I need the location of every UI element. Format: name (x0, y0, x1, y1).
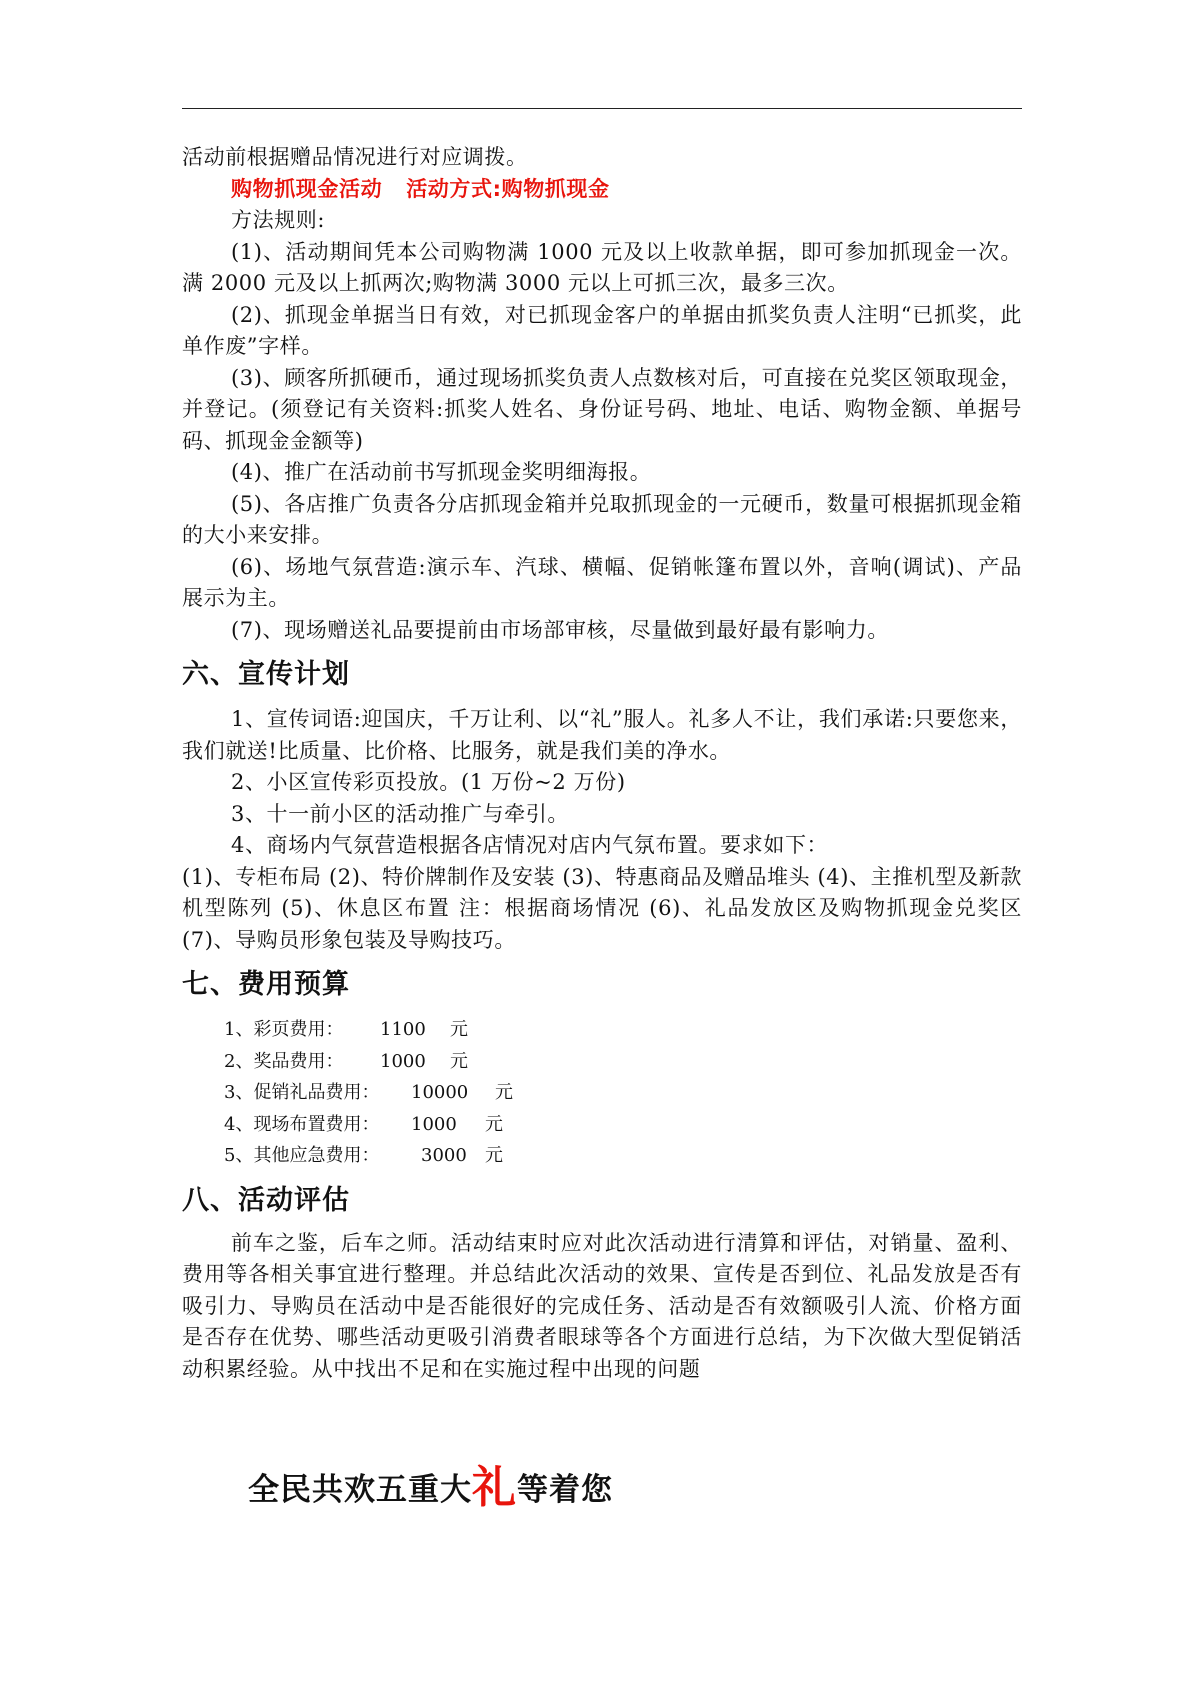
budget-row (224, 1109, 1022, 1141)
budget-amount: 1100 (380, 1019, 426, 1040)
rule-4: (4)、推广在活动前书写抓现金奖明细海报。 (231, 460, 652, 484)
document-body (182, 142, 1022, 1385)
section-7-heading: 七、费用预算 (182, 969, 350, 1000)
section-8-heading: 八、活动评估 (182, 1184, 350, 1216)
budget-list (182, 1014, 1022, 1172)
cash-activity-title-a: 购物抓现金活动 (231, 176, 383, 201)
budget-amount: 10000 (411, 1082, 469, 1103)
budget-row (224, 1077, 1022, 1109)
budget-unit: 元 (450, 1050, 468, 1072)
slogan-highlight: 礼 (472, 1462, 517, 1513)
cash-activity-title (182, 174, 1022, 206)
rule-1: (1)、活动期间凭本公司购物满 1000 元及以上收款单据，即可参加抓现金一次。满 2000 元及以上抓两次;购物满 3000 元以上可抓三次，最多三次。 (182, 239, 1022, 295)
promo-item-3: 3、十一前小区的活动推广与牵引。 (231, 801, 569, 826)
rule-6: (6)、场地气氛营造:演示车、汽球、横幅、促销帐篷布置以外，音响(调试)、产品展示为主。 (182, 554, 1022, 610)
rule-5: (5)、各店推广负责各分店抓现金箱并兑取抓现金的一元硬币，数量可根据抓现金箱的大小来安排。 (182, 491, 1022, 547)
budget-label: 5、其他应急费用： (224, 1145, 380, 1166)
promo-item-4: 4、商场内气氛营造根据各店情况对店内气氛布置。要求如下： (231, 833, 829, 857)
promo-requirements: (1)、专柜布局 (2)、特价牌制作及安装 (3)、特惠商品及赠品堆头 (4)、主推机型及新款机型陈列 (5)、休息区布置 注：根据商场情况 (6)、礼品发放区及购物抓现金兑奖区 (7)、导购员形象包装及导购技巧。 (182, 864, 1022, 952)
budget-label: 4、现场布置费用： (224, 1113, 380, 1135)
budget-row (224, 1014, 1022, 1046)
budget-unit: 元 (485, 1113, 503, 1135)
budget-label: 1、彩页费用： (224, 1019, 344, 1040)
rule-2: (2)、抓现金单据当日有效，对已抓现金客户的单据由抓奖负责人注明“已抓奖，此单作废”字样。 (182, 302, 1022, 358)
evaluation-body: 前车之鉴，后车之师。活动结束时应对此次活动进行清算和评估，对销量、盈利、费用等各相关事宜进行整理。并总结此次活动的效果、宣传是否到位、礼品发放是否有吸引力、导购员在活动中是否能很好的完成任务、活动是否有效额吸引人流、价格方面是否存在优势、哪些活动更吸引消费者眼球等各个方面进行总结，为下次做大型促销活动积累经验。从中找出不足和在实施过程中出现的问题 (182, 1230, 1022, 1381)
budget-label: 2、奖品费用： (224, 1050, 344, 1072)
budget-unit: 元 (450, 1019, 468, 1040)
budget-amount: 1000 (380, 1050, 426, 1072)
rule-7: (7)、现场赠送礼品要提前由市场部审核，尽量做到最好最有影响力。 (231, 617, 889, 642)
budget-unit: 元 (495, 1082, 513, 1103)
rule-3: (3)、顾客所抓硬币，通过现场抓奖负责人点数核对后，可直接在兑奖区领取现金，并登记。(须登记有关资料:抓奖人姓名、身份证号码、地址、电话、购物金额、单据号码、抓现金金额等) (182, 365, 1022, 453)
slogan (248, 1463, 613, 1515)
slogan-after: 等着您 (517, 1472, 613, 1508)
budget-amount: 3000 (421, 1145, 467, 1166)
method-label: 方法规则: (231, 208, 326, 232)
promo-item-1: 1、宣传词语:迎国庆，千万让利、以“礼”服人。礼多人不让，我们承诺:只要您来，我们就送!比质量、比价格、比服务，就是我们美的净水。 (182, 707, 1022, 763)
slogan-before: 全民共欢五重大 (248, 1472, 472, 1508)
intro-line: 活动前根据赠品情况进行对应调拨。 (182, 145, 528, 169)
cash-activity-title-b: 活动方式:购物抓现金 (406, 176, 610, 201)
budget-row (224, 1140, 1022, 1172)
promo-item-2: 2、小区宣传彩页投放。(1 万份~2 万份) (231, 770, 626, 794)
budget-label: 3、促销礼品费用： (224, 1082, 380, 1103)
budget-amount: 1000 (411, 1113, 457, 1135)
section-6-heading: 六、宣传计划 (182, 659, 350, 690)
budget-row (224, 1046, 1022, 1078)
budget-unit: 元 (485, 1145, 503, 1166)
header-rule (182, 108, 1022, 109)
